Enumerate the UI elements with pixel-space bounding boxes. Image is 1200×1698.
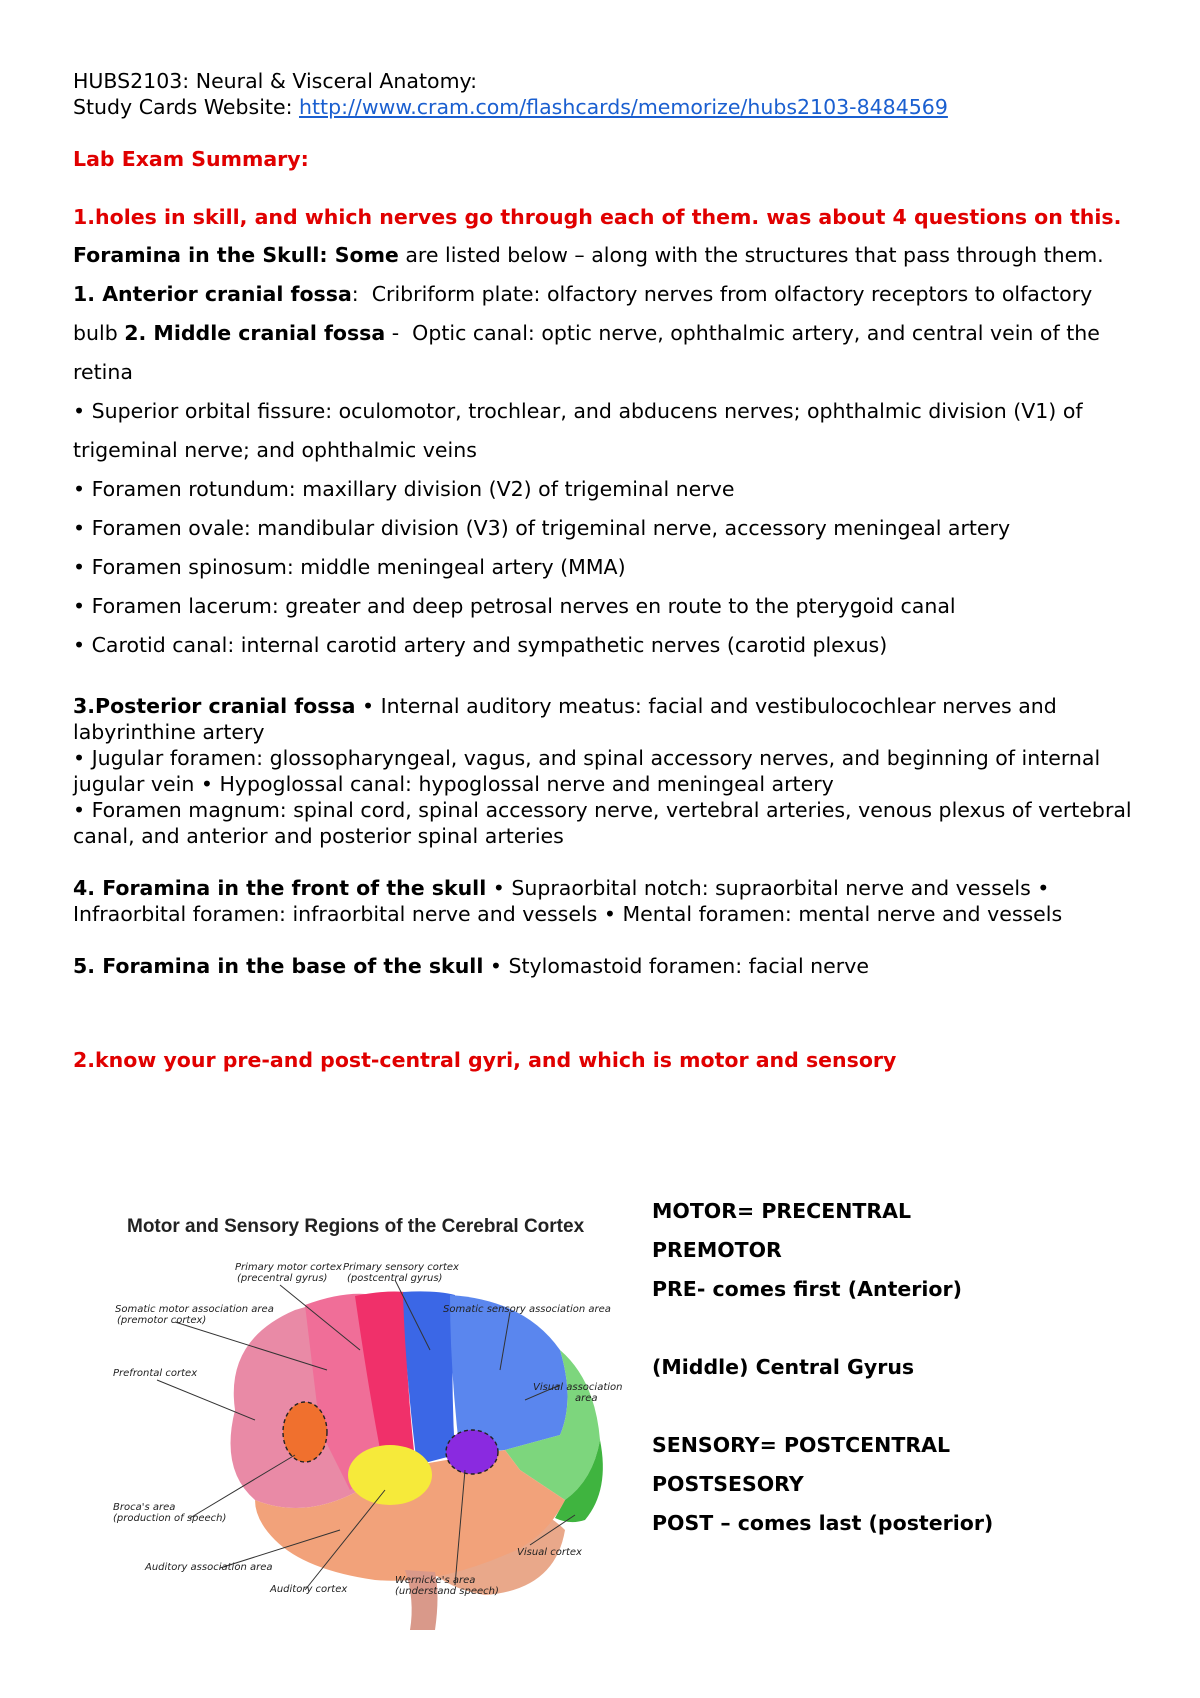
note-line: POST – comes last (posterior)	[652, 1511, 994, 1535]
brain-figure	[105, 1200, 635, 1630]
label-wernicke-sub: (understand speech)	[395, 1586, 499, 1597]
question-2: 2.know your pre-and post-central gyri, and which is motor and sensory	[73, 1048, 897, 1072]
figure-title: Motor and Sensory Regions of the Cerebral Cortex	[127, 1216, 585, 1237]
bullet-item: • Foramen ovale: mandibular division (V3) of trigeminal nerve, accessory meningeal artery	[73, 516, 1011, 540]
base-skull-text: • Stylomastoid foramen: facial nerve	[483, 954, 869, 978]
note-line: POSTSESORY	[652, 1472, 804, 1496]
label-visual-association: Visual association	[533, 1382, 623, 1393]
label-somatic-motor: Somatic motor association area	[115, 1304, 274, 1315]
posterior-fossa-text: • Internal auditory meatus: facial and vestibulocochlear nerves and labyrinthine artery	[73, 694, 1064, 744]
motor-sensory-notes	[652, 1192, 1052, 1543]
middle-fossa-heading: 2. Middle cranial fossa	[124, 321, 386, 345]
label-primary-sensory: Primary sensory cortex	[343, 1262, 459, 1273]
label-broca-sub: (production of speech)	[113, 1513, 227, 1524]
label-broca: Broca's area	[113, 1502, 176, 1513]
cerebral-cortex-diagram	[105, 1200, 635, 1630]
label-prefrontal: Prefrontal cortex	[113, 1368, 198, 1379]
base-skull-foramina	[73, 953, 1133, 979]
note-line	[652, 1309, 1052, 1348]
anterior-middle-fossa	[73, 275, 1133, 392]
question-1: 1.holes in skill, and which nerves go through each of them. was about 4 questions on this.	[73, 205, 1122, 229]
posterior-fossa-heading: 3.Posterior cranial fossa	[73, 694, 356, 718]
label-somatic-sensory: Somatic sensory association area	[443, 1304, 611, 1315]
label-visual-cortex: Visual cortex	[517, 1547, 582, 1558]
front-skull-heading: 4. Foramina in the front of the skull	[73, 876, 487, 900]
foramina-intro	[73, 236, 1133, 275]
bullet-item: • Superior orbital fissure: oculomotor, trochlear, and abducens nerves; ophthalmic division (V1) of trigeminal nerve; and ophthalmic veins	[73, 399, 1090, 462]
anterior-fossa-text: : Cribriform plate: olfactory nerves from olfactory receptors to olfactory bulb	[73, 282, 1099, 345]
note-line: PRE- comes first (Anterior)	[652, 1277, 962, 1301]
label-primary-motor-sub: (precentral gyrus)	[237, 1273, 328, 1284]
posterior-fossa-line-2: • Jugular foramen: glossopharyngeal, vagus, and spinal accessory nerves, and beginning of internal jugular vein • Hypoglossal canal: hypoglossal nerve and meningeal artery	[73, 746, 1107, 796]
anterior-fossa-heading: 1. Anterior cranial fossa	[73, 282, 352, 306]
note-line: MOTOR= PRECENTRAL	[652, 1199, 912, 1223]
bullet-item: • Foramen lacerum: greater and deep petrosal nerves en route to the pterygoid canal	[73, 594, 956, 618]
course-title: HUBS2103: Neural & Visceral Anatomy:	[73, 69, 478, 93]
bullet-item: • Foramen spinosum: middle meningeal artery (MMA)	[73, 555, 626, 579]
study-cards-line	[73, 94, 1133, 120]
wernickes-area-region	[446, 1430, 498, 1474]
front-skull-text: • Supraorbital notch: supraorbital nerve and vessels • Infraorbital foramen: infraorbital nerve and vessels • Mental foramen: mental nerve and vessels	[73, 876, 1063, 926]
middle-fossa-text: - Optic canal: optic nerve, ophthalmic artery, and central vein of the retina	[73, 321, 1107, 384]
document-body	[73, 68, 1139, 1073]
note-line: (Middle) Central Gyrus	[652, 1355, 915, 1379]
front-skull-foramina	[73, 875, 1133, 927]
note-line: PREMOTOR	[652, 1238, 782, 1262]
label-wernicke: Wernicke's area	[395, 1575, 476, 1586]
label-primary-sensory-sub: (postcentral gyrus)	[347, 1273, 443, 1284]
auditory-cortex-region	[348, 1445, 432, 1505]
label-somatic-motor-sub: (premotor cortex)	[117, 1315, 207, 1326]
label-auditory-association: Auditory association area	[145, 1562, 273, 1573]
foramina-intro-rest: are listed below – along with the structures that pass through them.	[398, 243, 1104, 267]
label-visual-association-2: area	[575, 1393, 598, 1404]
brocas-area-region	[283, 1402, 327, 1462]
note-line	[652, 1387, 1052, 1426]
study-cards-label: Study Cards Website:	[73, 95, 300, 119]
label-auditory-cortex: Auditory cortex	[270, 1584, 348, 1595]
posterior-fossa-line-3: • Foramen magnum: spinal cord, spinal accessory nerve, vertebral arteries, venous plexus of vertebral canal, and anterior and posterior spinal arteries	[73, 798, 1139, 848]
label-primary-motor: Primary motor cortex	[235, 1262, 342, 1273]
foramina-intro-bold: Foramina in the Skull: Some	[73, 243, 399, 267]
note-line: SENSORY= POSTCENTRAL	[652, 1433, 951, 1457]
bullet-item: • Foramen rotundum: maxillary division (V2) of trigeminal nerve	[73, 477, 735, 501]
posterior-fossa	[73, 693, 1133, 745]
lab-exam-title: Lab Exam Summary:	[73, 147, 309, 171]
base-skull-heading: 5. Foramina in the base of the skull	[73, 954, 484, 978]
bullet-item: • Carotid canal: internal carotid artery and sympathetic nerves (carotid plexus)	[73, 633, 888, 657]
study-cards-link[interactable]: http://www.cram.com/flashcards/memorize/hubs2103-8484569	[299, 95, 948, 119]
